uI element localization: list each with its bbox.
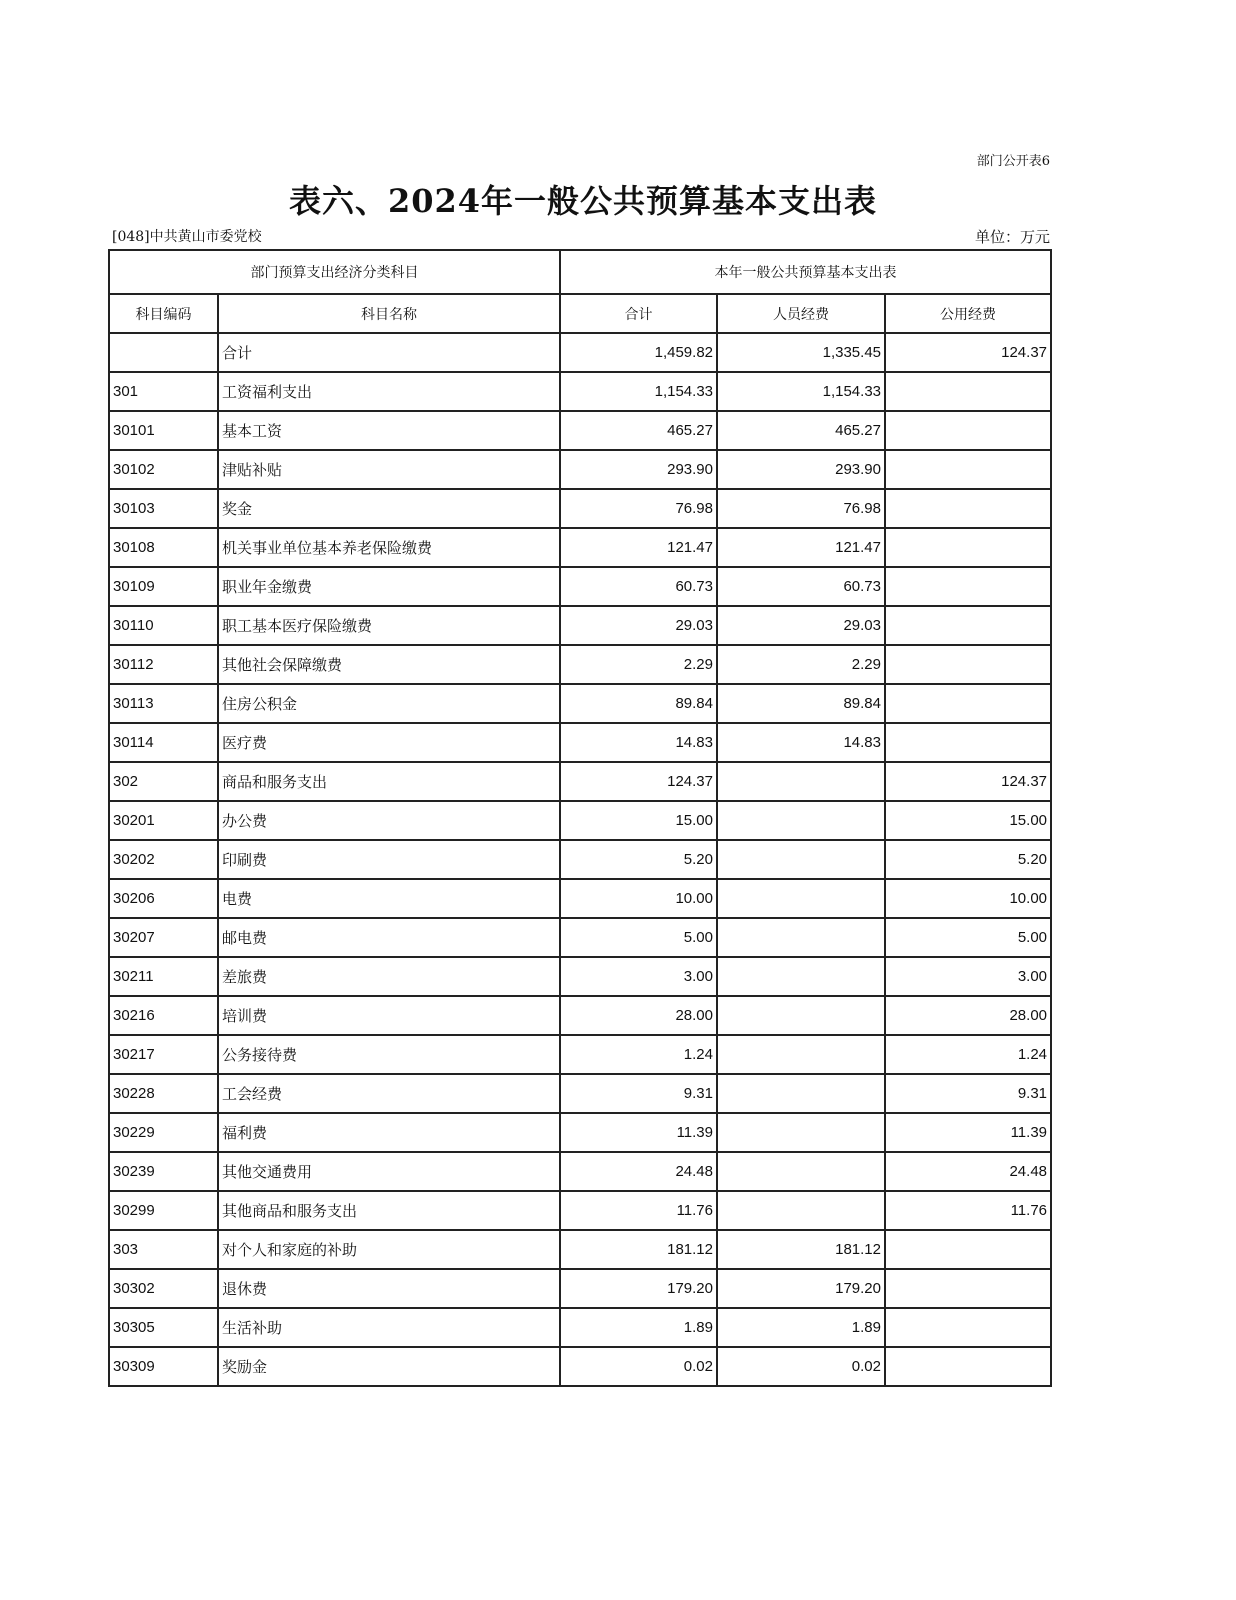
column-header-code: 科目编码 <box>109 294 218 333</box>
row-personnel-cell: 2.29 <box>717 645 885 684</box>
table-row <box>109 528 1051 567</box>
row-total-cell: 293.90 <box>560 450 717 489</box>
row-public-cell: 124.37 <box>885 333 1051 372</box>
row-public-cell <box>885 684 1051 723</box>
row-code-cell: 30299 <box>109 1191 218 1230</box>
row-public-cell: 24.48 <box>885 1152 1051 1191</box>
table-row <box>109 1230 1051 1269</box>
row-total-cell: 9.31 <box>560 1074 717 1113</box>
table-row <box>109 840 1051 879</box>
row-personnel-cell: 181.12 <box>717 1230 885 1269</box>
group-header-expenditure: 本年一般公共预算基本支出表 <box>560 250 1051 294</box>
row-code-cell: 30101 <box>109 411 218 450</box>
row-total-cell: 121.47 <box>560 528 717 567</box>
row-name-cell: 医疗费 <box>218 723 560 762</box>
row-name-cell: 其他交通费用 <box>218 1152 560 1191</box>
table-row <box>109 996 1051 1035</box>
row-total-cell: 1.24 <box>560 1035 717 1074</box>
table-row <box>109 450 1051 489</box>
row-name-cell: 津贴补贴 <box>218 450 560 489</box>
row-public-cell: 11.76 <box>885 1191 1051 1230</box>
row-total-cell: 2.29 <box>560 645 717 684</box>
column-header-name: 科目名称 <box>218 294 560 333</box>
row-public-cell: 28.00 <box>885 996 1051 1035</box>
table-row <box>109 1113 1051 1152</box>
row-code-cell <box>109 333 218 372</box>
row-code-cell: 30216 <box>109 996 218 1035</box>
table-row <box>109 1269 1051 1308</box>
row-total-cell: 0.02 <box>560 1347 717 1386</box>
table-row <box>109 567 1051 606</box>
row-total-cell: 10.00 <box>560 879 717 918</box>
table-row <box>109 801 1051 840</box>
table-number-note: 部门公开表6 <box>976 154 1050 169</box>
row-total-cell: 3.00 <box>560 957 717 996</box>
row-total-cell: 89.84 <box>560 684 717 723</box>
table-row <box>109 1308 1051 1347</box>
row-personnel-cell: 76.98 <box>717 489 885 528</box>
row-name-cell: 合计 <box>218 333 560 372</box>
row-code-cell: 301 <box>109 372 218 411</box>
row-public-cell: 10.00 <box>885 879 1051 918</box>
row-public-cell <box>885 723 1051 762</box>
column-header-public: 公用经费 <box>885 294 1051 333</box>
table-row <box>109 1191 1051 1230</box>
table-row <box>109 372 1051 411</box>
row-code-cell: 30239 <box>109 1152 218 1191</box>
row-personnel-cell <box>717 1152 885 1191</box>
row-name-cell: 差旅费 <box>218 957 560 996</box>
row-code-cell: 30202 <box>109 840 218 879</box>
row-personnel-cell: 1,154.33 <box>717 372 885 411</box>
table-row <box>109 723 1051 762</box>
row-public-cell <box>885 645 1051 684</box>
row-public-cell <box>885 1347 1051 1386</box>
row-code-cell: 30114 <box>109 723 218 762</box>
row-personnel-cell <box>717 879 885 918</box>
budget-table <box>108 249 1052 1387</box>
row-name-cell: 机关事业单位基本养老保险缴费 <box>218 528 560 567</box>
row-public-cell <box>885 489 1051 528</box>
row-total-cell: 179.20 <box>560 1269 717 1308</box>
table-row <box>109 1074 1051 1113</box>
row-total-cell: 29.03 <box>560 606 717 645</box>
row-personnel-cell: 29.03 <box>717 606 885 645</box>
row-name-cell: 电费 <box>218 879 560 918</box>
table-row <box>109 1152 1051 1191</box>
row-code-cell: 30102 <box>109 450 218 489</box>
row-name-cell: 邮电费 <box>218 918 560 957</box>
row-total-cell: 465.27 <box>560 411 717 450</box>
row-name-cell: 福利费 <box>218 1113 560 1152</box>
row-code-cell: 30309 <box>109 1347 218 1386</box>
row-code-cell: 30206 <box>109 879 218 918</box>
row-name-cell: 生活补助 <box>218 1308 560 1347</box>
row-public-cell: 9.31 <box>885 1074 1051 1113</box>
table-row <box>109 411 1051 450</box>
table-row <box>109 918 1051 957</box>
row-total-cell: 76.98 <box>560 489 717 528</box>
row-personnel-cell: 465.27 <box>717 411 885 450</box>
row-public-cell <box>885 1308 1051 1347</box>
row-name-cell: 退休费 <box>218 1269 560 1308</box>
row-name-cell: 奖金 <box>218 489 560 528</box>
row-name-cell: 其他社会保障缴费 <box>218 645 560 684</box>
column-header-personnel: 人员经费 <box>717 294 885 333</box>
column-header-row <box>109 294 1051 333</box>
row-public-cell <box>885 450 1051 489</box>
row-name-cell: 奖励金 <box>218 1347 560 1386</box>
unit-label: 单位：万元 <box>974 228 1050 246</box>
row-total-cell: 14.83 <box>560 723 717 762</box>
row-code-cell: 30201 <box>109 801 218 840</box>
organization-label: [048]中共黄山市委党校 <box>112 229 262 245</box>
table-row <box>109 645 1051 684</box>
row-name-cell: 职业年金缴费 <box>218 567 560 606</box>
column-header-total: 合计 <box>560 294 717 333</box>
row-personnel-cell: 293.90 <box>717 450 885 489</box>
row-code-cell: 30110 <box>109 606 218 645</box>
row-personnel-cell: 60.73 <box>717 567 885 606</box>
row-total-cell: 1,154.33 <box>560 372 717 411</box>
page-title: 表六、2024年一般公共预算基本支出表 <box>288 182 878 220</box>
row-public-cell <box>885 528 1051 567</box>
row-personnel-cell <box>717 801 885 840</box>
row-total-cell: 15.00 <box>560 801 717 840</box>
row-personnel-cell <box>717 762 885 801</box>
row-public-cell <box>885 1230 1051 1269</box>
row-public-cell <box>885 567 1051 606</box>
row-name-cell: 工资福利支出 <box>218 372 560 411</box>
row-total-cell: 124.37 <box>560 762 717 801</box>
row-name-cell: 印刷费 <box>218 840 560 879</box>
row-total-cell: 5.20 <box>560 840 717 879</box>
row-public-cell <box>885 372 1051 411</box>
row-personnel-cell <box>717 918 885 957</box>
row-total-cell: 1.89 <box>560 1308 717 1347</box>
row-code-cell: 302 <box>109 762 218 801</box>
row-public-cell <box>885 1269 1051 1308</box>
row-total-cell: 11.76 <box>560 1191 717 1230</box>
row-total-cell: 28.00 <box>560 996 717 1035</box>
row-public-cell: 5.00 <box>885 918 1051 957</box>
row-personnel-cell: 0.02 <box>717 1347 885 1386</box>
row-public-cell: 1.24 <box>885 1035 1051 1074</box>
row-public-cell <box>885 411 1051 450</box>
row-personnel-cell <box>717 1074 885 1113</box>
row-total-cell: 5.00 <box>560 918 717 957</box>
table-row <box>109 879 1051 918</box>
row-code-cell: 30112 <box>109 645 218 684</box>
row-personnel-cell: 14.83 <box>717 723 885 762</box>
group-header-classification: 部门预算支出经济分类科目 <box>109 250 560 294</box>
group-header-row <box>109 250 1051 294</box>
row-name-cell: 公务接待费 <box>218 1035 560 1074</box>
row-personnel-cell <box>717 1035 885 1074</box>
row-personnel-cell <box>717 1113 885 1152</box>
row-personnel-cell: 1,335.45 <box>717 333 885 372</box>
table-row <box>109 957 1051 996</box>
row-code-cell: 30108 <box>109 528 218 567</box>
row-public-cell: 124.37 <box>885 762 1051 801</box>
table-row <box>109 1347 1051 1386</box>
row-code-cell: 30109 <box>109 567 218 606</box>
row-total-cell: 24.48 <box>560 1152 717 1191</box>
table-row <box>109 489 1051 528</box>
row-name-cell: 商品和服务支出 <box>218 762 560 801</box>
row-code-cell: 30217 <box>109 1035 218 1074</box>
row-code-cell: 30229 <box>109 1113 218 1152</box>
row-code-cell: 30305 <box>109 1308 218 1347</box>
table-row <box>109 762 1051 801</box>
row-name-cell: 工会经费 <box>218 1074 560 1113</box>
row-code-cell: 30103 <box>109 489 218 528</box>
row-personnel-cell <box>717 996 885 1035</box>
row-code-cell: 30228 <box>109 1074 218 1113</box>
row-name-cell: 基本工资 <box>218 411 560 450</box>
row-personnel-cell: 121.47 <box>717 528 885 567</box>
row-code-cell: 30207 <box>109 918 218 957</box>
row-total-cell: 181.12 <box>560 1230 717 1269</box>
row-name-cell: 对个人和家庭的补助 <box>218 1230 560 1269</box>
row-personnel-cell: 89.84 <box>717 684 885 723</box>
row-name-cell: 职工基本医疗保险缴费 <box>218 606 560 645</box>
row-code-cell: 30113 <box>109 684 218 723</box>
row-code-cell: 30302 <box>109 1269 218 1308</box>
table-row <box>109 684 1051 723</box>
row-personnel-cell: 1.89 <box>717 1308 885 1347</box>
row-public-cell: 3.00 <box>885 957 1051 996</box>
row-code-cell: 30211 <box>109 957 218 996</box>
row-code-cell: 303 <box>109 1230 218 1269</box>
row-total-cell: 60.73 <box>560 567 717 606</box>
row-personnel-cell: 179.20 <box>717 1269 885 1308</box>
row-name-cell: 其他商品和服务支出 <box>218 1191 560 1230</box>
row-personnel-cell <box>717 957 885 996</box>
row-name-cell: 培训费 <box>218 996 560 1035</box>
row-personnel-cell <box>717 1191 885 1230</box>
row-personnel-cell <box>717 840 885 879</box>
row-public-cell: 5.20 <box>885 840 1051 879</box>
row-public-cell: 11.39 <box>885 1113 1051 1152</box>
table-row <box>109 1035 1051 1074</box>
row-name-cell: 住房公积金 <box>218 684 560 723</box>
row-name-cell: 办公费 <box>218 801 560 840</box>
row-total-cell: 11.39 <box>560 1113 717 1152</box>
row-public-cell: 15.00 <box>885 801 1051 840</box>
row-total-cell: 1,459.82 <box>560 333 717 372</box>
row-public-cell <box>885 606 1051 645</box>
table-row <box>109 333 1051 372</box>
table-row <box>109 606 1051 645</box>
